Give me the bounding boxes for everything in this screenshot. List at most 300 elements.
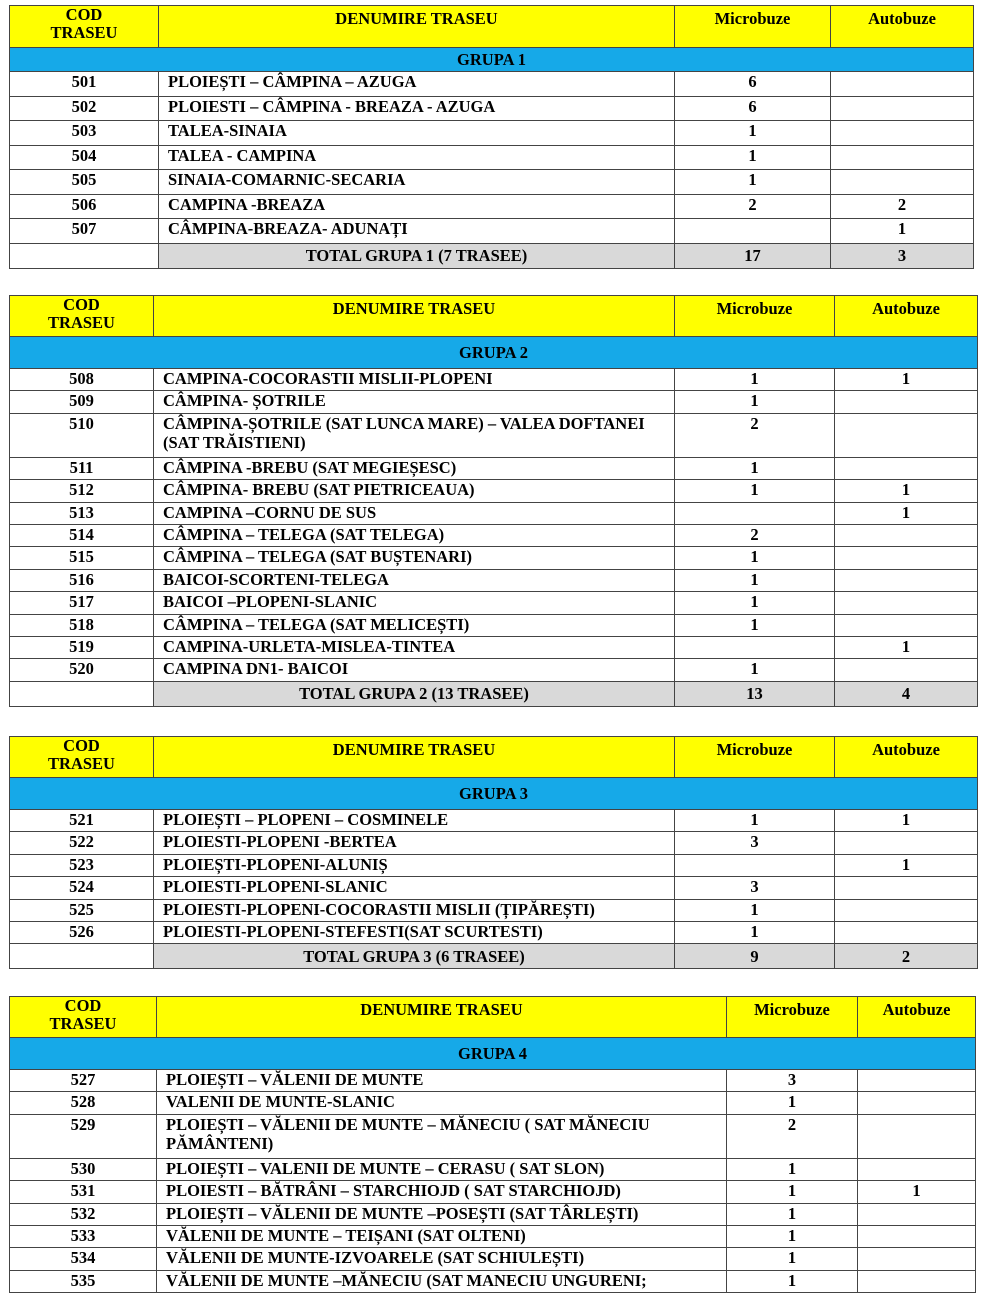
group-table-4 <box>9 996 976 1293</box>
microbuze-count: 1 <box>787 1203 797 1223</box>
route-name: PLOIESTI-PLOPENI -BERTEA <box>163 832 397 852</box>
header-cod-line: COD <box>65 5 103 24</box>
autobuze-cell <box>835 921 978 943</box>
route-code-cell <box>10 369 154 391</box>
header-cod-traseu <box>10 6 159 48</box>
total-label-cell <box>154 944 675 969</box>
route-code-cell <box>10 121 159 146</box>
autobuze-cell <box>858 1181 976 1203</box>
route-code: 503 <box>71 121 97 140</box>
header-microbuze <box>675 296 835 337</box>
microbuze-cell <box>675 121 831 146</box>
table-row <box>10 569 978 591</box>
microbuze-cell <box>675 96 831 121</box>
table-row <box>10 1070 976 1092</box>
route-code: 507 <box>71 219 97 238</box>
route-name-cell <box>157 1270 727 1292</box>
microbuze-count: 6 <box>748 72 757 91</box>
autobuze-cell <box>835 636 978 658</box>
autobuze-cell <box>831 145 974 170</box>
group-name: GRUPA 3 <box>459 784 528 803</box>
total-autobuze-cell <box>831 243 974 268</box>
total-empty-cell <box>10 944 154 969</box>
autobuze-cell <box>858 1114 976 1158</box>
table-row <box>10 219 974 244</box>
table-row <box>10 72 974 97</box>
route-name: CÂMPINA -BREBU (SAT MEGIEȘESC) <box>163 457 457 477</box>
total-microbuze-cell <box>675 944 835 969</box>
table-row <box>10 121 974 146</box>
autobuze-cell <box>835 592 978 614</box>
route-code-cell <box>10 1092 157 1114</box>
header-denumire-label: DENUMIRE TRASEU <box>332 299 496 318</box>
route-name: CAMPINA-URLETA-MISLEA-TINTEA <box>163 636 456 656</box>
route-code: 521 <box>69 810 94 829</box>
route-name: CAMPINA –CORNU DE SUS <box>163 502 377 522</box>
route-code-cell <box>10 170 159 195</box>
total-microbuze-cell <box>675 243 831 268</box>
microbuze-cell <box>727 1158 858 1180</box>
microbuze-cell <box>675 413 835 457</box>
microbuze-cell <box>675 810 835 832</box>
table-row <box>10 170 974 195</box>
header-traseu-line: TRASEU <box>48 754 115 773</box>
table-row <box>10 636 978 658</box>
total-row <box>10 681 978 706</box>
autobuze-count: 1 <box>901 636 911 656</box>
header-microbuze-label: Microbuze <box>716 740 793 759</box>
route-code: 520 <box>69 659 94 679</box>
route-name-cell <box>154 810 675 832</box>
header-denumire-traseu <box>159 6 675 48</box>
group-table-1 <box>9 5 974 269</box>
route-code-cell <box>10 524 154 546</box>
table-row <box>10 1114 976 1158</box>
route-code-cell <box>10 854 154 876</box>
autobuze-cell <box>858 1248 976 1270</box>
route-name: PLOIEȘTI – PLOPENI – COSMINELE <box>163 810 449 829</box>
route-name: CÂMPINA-BREAZA- ADUNAȚI <box>168 219 408 238</box>
microbuze-cell <box>675 170 831 195</box>
route-code: 514 <box>69 524 94 544</box>
route-name-cell <box>154 547 675 569</box>
autobuze-cell <box>858 1092 976 1114</box>
route-code-cell <box>10 219 159 244</box>
header-denumire-label: DENUMIRE TRASEU <box>335 9 498 28</box>
route-name-cell <box>154 614 675 636</box>
route-code-cell <box>10 1203 157 1225</box>
group-name: GRUPA 1 <box>457 50 526 69</box>
autobuze-cell <box>835 547 978 569</box>
route-name: CÂMPINA – TELEGA (SAT MELICEȘTI) <box>163 614 470 634</box>
route-code-cell <box>10 480 154 502</box>
group-name: GRUPA 4 <box>458 1044 527 1063</box>
table-row <box>10 457 978 479</box>
route-code-cell <box>10 832 154 854</box>
route-code-cell <box>10 1270 157 1292</box>
route-code: 524 <box>69 877 94 897</box>
microbuze-cell <box>675 194 831 219</box>
header-autobuze <box>835 296 978 337</box>
total-autobuze: 3 <box>897 246 907 265</box>
microbuze-cell <box>675 921 835 943</box>
route-code-cell <box>10 899 154 921</box>
route-name: CAMPINA -BREAZA <box>168 194 326 214</box>
route-name-cell <box>159 121 675 146</box>
route-code-cell <box>10 1114 157 1158</box>
microbuze-cell <box>675 369 835 391</box>
route-code: 532 <box>70 1203 96 1223</box>
microbuze-cell <box>675 219 831 244</box>
route-name: PLOIEȘTI – VALENII DE MUNTE – CERASU ( SAT SLON) <box>166 1158 605 1178</box>
route-code: 528 <box>70 1092 96 1112</box>
table-row <box>10 391 978 413</box>
route-name-cell <box>154 524 675 546</box>
microbuze-cell <box>675 145 831 170</box>
microbuze-count: 1 <box>750 457 759 477</box>
microbuze-cell <box>675 457 835 479</box>
route-name-cell <box>157 1158 727 1180</box>
header-microbuze <box>727 997 858 1038</box>
microbuze-cell <box>675 480 835 502</box>
route-code-cell <box>10 413 154 457</box>
route-name-cell <box>159 145 675 170</box>
table-row <box>10 1203 976 1225</box>
route-code-cell <box>10 614 154 636</box>
microbuze-count: 1 <box>750 810 759 829</box>
total-empty-cell <box>10 681 154 706</box>
route-code-cell <box>10 502 154 524</box>
header-autobuze-label: Autobuze <box>882 1000 951 1019</box>
route-code-cell <box>10 877 154 899</box>
total-microbuze: 17 <box>744 246 761 265</box>
route-name-cell <box>157 1114 727 1158</box>
microbuze-cell <box>675 877 835 899</box>
autobuze-count: 1 <box>901 810 911 829</box>
total-microbuze: 13 <box>746 684 763 704</box>
autobuze-cell <box>835 832 978 854</box>
autobuze-count: 1 <box>901 502 911 522</box>
header-autobuze <box>858 997 976 1038</box>
header-cod-line: COD <box>63 295 100 314</box>
route-code: 517 <box>69 592 94 612</box>
route-name: VĂLENII DE MUNTE –MĂNECIU (SAT MANECIU UNGURENI; <box>166 1270 647 1290</box>
microbuze-count: 1 <box>750 547 759 567</box>
header-traseu-line: TRASEU <box>49 1014 117 1033</box>
route-code: 506 <box>71 194 97 214</box>
table-row <box>10 413 978 457</box>
autobuze-cell <box>835 614 978 636</box>
microbuze-count: 1 <box>750 391 759 411</box>
microbuze-count: 1 <box>787 1158 797 1178</box>
table-row <box>10 1225 976 1247</box>
microbuze-cell <box>675 391 835 413</box>
total-autobuze-cell <box>835 944 978 969</box>
route-name: CÂMPINA-ȘOTRILE (SAT LUNCA MARE) – VALEA DOFTANEI (SAT TRĂISTIENI) <box>163 413 645 452</box>
autobuze-cell <box>835 854 978 876</box>
table-row <box>10 194 974 219</box>
route-name: VĂLENII DE MUNTE – TEIȘANI (SAT OLTENI) <box>166 1225 526 1245</box>
microbuze-cell <box>675 592 835 614</box>
route-code: 504 <box>71 145 97 165</box>
route-name-cell <box>157 1225 727 1247</box>
route-code-cell <box>10 1181 157 1203</box>
autobuze-cell <box>858 1070 976 1092</box>
autobuze-cell <box>831 219 974 244</box>
route-name: TALEA-SINAIA <box>168 121 287 140</box>
header-cod-line: COD <box>63 736 100 755</box>
header-denumire-traseu <box>154 737 675 778</box>
microbuze-cell <box>675 659 835 681</box>
microbuze-count: 3 <box>787 1070 797 1089</box>
route-code: 519 <box>69 636 94 656</box>
autobuze-cell <box>835 877 978 899</box>
route-code: 510 <box>69 413 94 433</box>
route-name: PLOIESTI-PLOPENI-COCORASTII MISLII (ȚIPĂREȘTI) <box>163 899 595 919</box>
header-denumire-traseu <box>157 997 727 1038</box>
table-row <box>10 659 978 681</box>
table-row <box>10 1248 976 1270</box>
table-row <box>10 614 978 636</box>
microbuze-count: 2 <box>750 524 759 544</box>
autobuze-cell <box>835 413 978 457</box>
route-code-cell <box>10 145 159 170</box>
route-name: CÂMPINA – TELEGA (SAT BUȘTENARI) <box>163 547 472 567</box>
header-traseu-line: TRASEU <box>48 313 115 332</box>
route-code: 523 <box>69 854 94 874</box>
total-empty-cell <box>10 243 159 268</box>
route-name: SINAIA-COMARNIC-SECARIA <box>168 170 406 189</box>
autobuze-cell <box>831 96 974 121</box>
route-code: 531 <box>70 1181 96 1201</box>
microbuze-cell <box>727 1181 858 1203</box>
route-name-cell <box>154 592 675 614</box>
microbuze-cell <box>675 524 835 546</box>
route-name: CAMPINA DN1- BAICOI <box>163 659 349 679</box>
microbuze-count: 1 <box>787 1248 797 1268</box>
route-code: 533 <box>70 1225 96 1245</box>
microbuze-cell <box>727 1248 858 1270</box>
microbuze-count: 1 <box>750 614 759 634</box>
autobuze-cell <box>835 569 978 591</box>
route-code-cell <box>10 1158 157 1180</box>
total-label-cell <box>154 681 675 706</box>
route-code: 515 <box>69 547 94 567</box>
route-name-cell <box>159 219 675 244</box>
table-row <box>10 899 978 921</box>
group-name: GRUPA 2 <box>459 343 528 362</box>
header-denumire-label: DENUMIRE TRASEU <box>360 1000 523 1019</box>
route-name: PLOIESTI – CÂMPINA - BREAZA - AZUGA <box>168 96 496 116</box>
microbuze-count: 6 <box>748 96 757 116</box>
header-traseu-line: TRASEU <box>50 23 118 42</box>
microbuze-cell <box>675 569 835 591</box>
header-autobuze-label: Autobuze <box>868 9 936 28</box>
table-row <box>10 1158 976 1180</box>
group-band <box>10 48 974 72</box>
route-name-cell <box>154 921 675 943</box>
route-name-cell <box>154 413 675 457</box>
header-denumire-label: DENUMIRE TRASEU <box>332 740 496 759</box>
route-name-cell <box>154 877 675 899</box>
microbuze-cell <box>727 1092 858 1114</box>
header-cod-traseu <box>10 737 154 778</box>
route-code-cell <box>10 592 154 614</box>
route-code-cell <box>10 391 154 413</box>
table-row <box>10 877 978 899</box>
table-row <box>10 1092 976 1114</box>
autobuze-cell <box>835 480 978 502</box>
microbuze-cell <box>727 1270 858 1292</box>
route-name: CAMPINA-COCORASTII MISLII-PLOPENI <box>163 369 493 388</box>
route-code: 535 <box>70 1270 96 1290</box>
autobuze-cell <box>835 524 978 546</box>
route-code: 513 <box>69 502 94 522</box>
total-label: TOTAL GRUPA 2 (13 TRASEE) <box>299 684 529 704</box>
autobuze-cell <box>858 1203 976 1225</box>
route-name: VĂLENII DE MUNTE-IZVOARELE (SAT SCHIULEȘTI) <box>166 1248 585 1268</box>
group-band <box>10 337 978 369</box>
route-code: 508 <box>69 369 94 388</box>
route-code: 526 <box>69 921 94 941</box>
autobuze-cell <box>858 1270 976 1292</box>
total-autobuze: 2 <box>901 946 911 966</box>
microbuze-count: 1 <box>750 659 759 679</box>
microbuze-cell <box>675 502 835 524</box>
autobuze-count: 2 <box>897 194 907 214</box>
autobuze-cell <box>835 810 978 832</box>
microbuze-count: 3 <box>750 877 759 897</box>
route-name: BAICOI-SCORTENI-TELEGA <box>163 569 389 589</box>
microbuze-count: 1 <box>748 170 757 189</box>
microbuze-count: 1 <box>787 1225 797 1245</box>
autobuze-cell <box>831 170 974 195</box>
autobuze-count: 1 <box>901 369 911 388</box>
table-row <box>10 145 974 170</box>
route-code: 530 <box>70 1158 96 1178</box>
table-row <box>10 502 978 524</box>
route-code: 534 <box>70 1248 96 1268</box>
route-name-cell <box>157 1203 727 1225</box>
route-name-cell <box>154 480 675 502</box>
route-name: PLOIEȘTI – VĂLENII DE MUNTE – MĂNECIU ( SAT MĂNECIU PĂMÂNTENI) <box>166 1114 650 1153</box>
total-label: TOTAL GRUPA 3 (6 TRASEE) <box>303 946 525 966</box>
route-code-cell <box>10 547 154 569</box>
route-name-cell <box>157 1092 727 1114</box>
route-code: 516 <box>69 569 94 589</box>
total-label-cell <box>159 243 675 268</box>
route-code: 501 <box>71 72 97 91</box>
route-name-cell <box>154 457 675 479</box>
route-code: 529 <box>70 1114 96 1134</box>
table-row <box>10 369 978 391</box>
route-code: 502 <box>71 96 97 116</box>
route-code-cell <box>10 72 159 97</box>
autobuze-cell <box>858 1158 976 1180</box>
total-row <box>10 944 978 969</box>
microbuze-cell <box>675 899 835 921</box>
header-cod-traseu <box>10 296 154 337</box>
microbuze-count: 2 <box>748 194 757 214</box>
route-code-cell <box>10 636 154 658</box>
route-name: VALENII DE MUNTE-SLANIC <box>166 1092 395 1112</box>
microbuze-count: 1 <box>748 121 757 140</box>
route-name: CÂMPINA- BREBU (SAT PIETRICEAUA) <box>163 480 475 500</box>
header-autobuze <box>831 6 974 48</box>
route-name: BAICOI –PLOPENI-SLANIC <box>163 592 378 612</box>
route-name-cell <box>159 194 675 219</box>
microbuze-count: 1 <box>750 480 759 500</box>
microbuze-cell <box>675 614 835 636</box>
autobuze-count: 1 <box>901 480 911 500</box>
autobuze-cell <box>831 121 974 146</box>
microbuze-count: 2 <box>750 413 759 433</box>
route-code: 505 <box>71 170 97 189</box>
microbuze-count: 3 <box>750 832 759 852</box>
header-autobuze-label: Autobuze <box>872 299 940 318</box>
table-row <box>10 480 978 502</box>
table-row <box>10 854 978 876</box>
table-row <box>10 1270 976 1292</box>
route-name-cell <box>154 899 675 921</box>
autobuze-count: 1 <box>897 219 907 238</box>
autobuze-cell <box>835 457 978 479</box>
route-name-cell <box>154 636 675 658</box>
total-microbuze-cell <box>675 681 835 706</box>
route-code-cell <box>10 1070 157 1092</box>
route-code: 512 <box>69 480 94 500</box>
route-code-cell <box>10 659 154 681</box>
microbuze-cell <box>727 1225 858 1247</box>
total-row <box>10 243 974 268</box>
route-code-cell <box>10 194 159 219</box>
header-autobuze <box>835 737 978 778</box>
microbuze-count: 2 <box>787 1114 797 1134</box>
total-microbuze: 9 <box>750 946 759 966</box>
table-row <box>10 1181 976 1203</box>
microbuze-count: 1 <box>750 369 759 388</box>
autobuze-cell <box>831 72 974 97</box>
table-row <box>10 832 978 854</box>
header-cod-line: COD <box>64 996 102 1015</box>
route-code-cell <box>10 457 154 479</box>
microbuze-count: 1 <box>787 1270 797 1290</box>
route-name-cell <box>154 391 675 413</box>
route-code-cell <box>10 569 154 591</box>
route-name-cell <box>157 1181 727 1203</box>
autobuze-cell <box>831 194 974 219</box>
route-name: PLOIEȘTI – VĂLENII DE MUNTE <box>166 1070 424 1089</box>
autobuze-cell <box>835 502 978 524</box>
table-row <box>10 921 978 943</box>
table-row <box>10 547 978 569</box>
header-microbuze <box>675 737 835 778</box>
total-autobuze: 4 <box>901 684 911 704</box>
route-name: PLOIESTI – BĂTRÂNI – STARCHIOJD ( SAT STARCHIOJD) <box>166 1181 621 1201</box>
route-name-cell <box>154 854 675 876</box>
microbuze-cell <box>675 636 835 658</box>
route-name-cell <box>154 659 675 681</box>
route-name: PLOIEȘTI – VĂLENII DE MUNTE –POSEȘTI (SAT TÂRLEȘTI) <box>166 1203 639 1223</box>
route-code-cell <box>10 1248 157 1270</box>
route-code: 527 <box>70 1070 96 1089</box>
header-microbuze-label: Microbuze <box>754 1000 830 1019</box>
route-name: PLOIEȘTI – CÂMPINA – AZUGA <box>168 72 417 91</box>
route-name-cell <box>159 72 675 97</box>
group-table-3 <box>9 736 978 969</box>
route-code: 518 <box>69 614 94 634</box>
microbuze-cell <box>675 547 835 569</box>
